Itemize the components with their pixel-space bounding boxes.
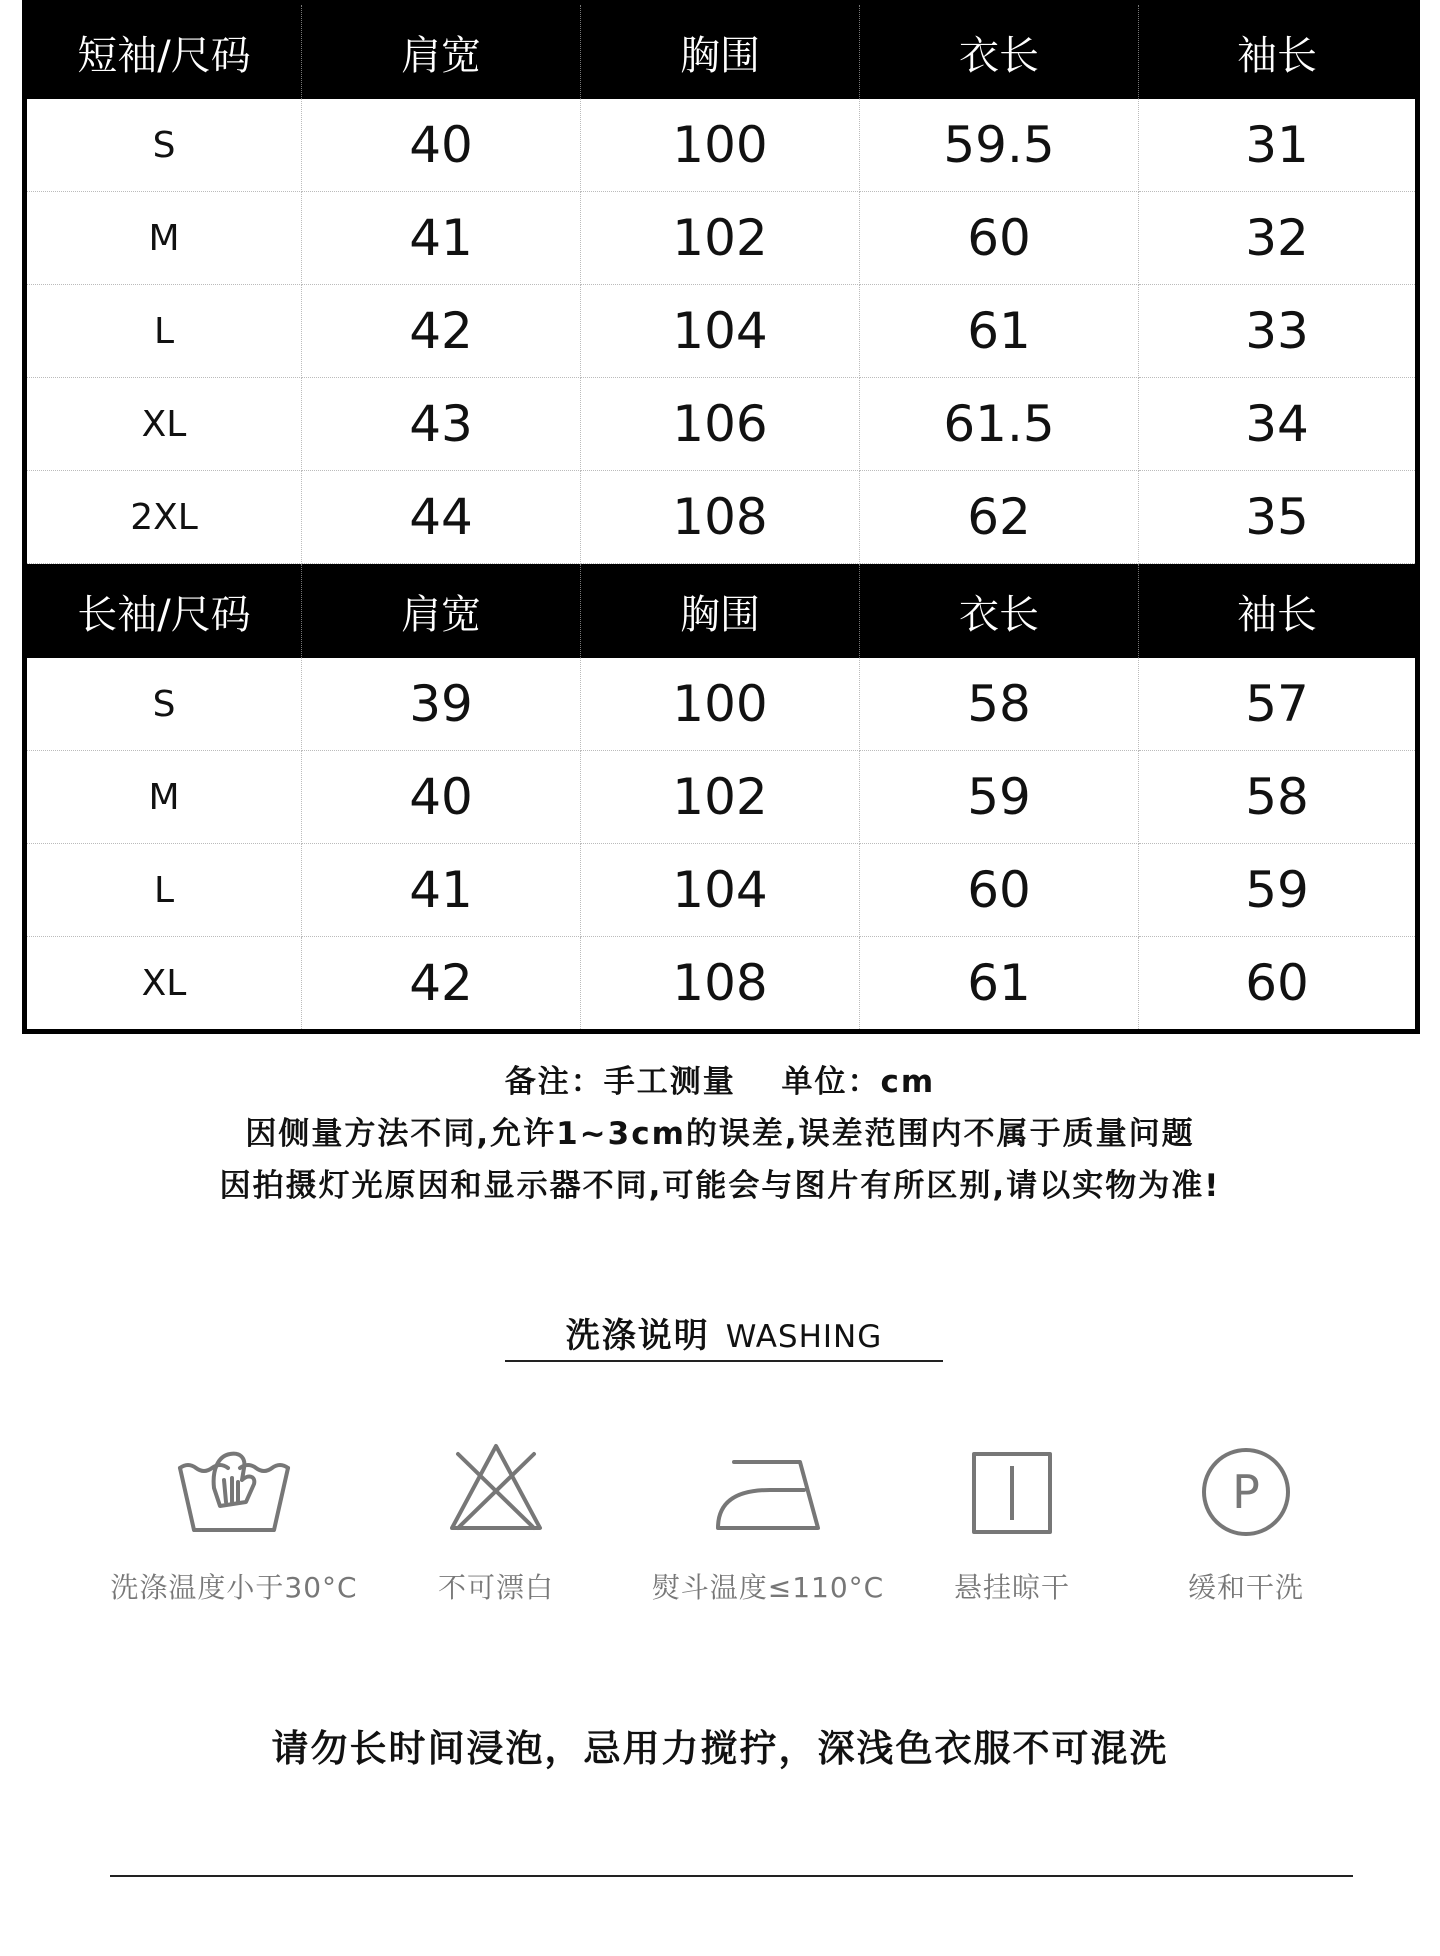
value-cell: 42 — [302, 285, 581, 378]
size-cell: S — [25, 99, 302, 192]
washing-title-zh: 洗涤说明 — [565, 1316, 710, 1356]
table-row — [25, 471, 1418, 564]
value-cell: 104 — [581, 285, 860, 378]
header-cell: 袖长 — [1139, 3, 1418, 100]
notes-line-1: 备注：手工测量 单位：cm — [504, 1064, 936, 1100]
value-cell: 104 — [581, 844, 860, 937]
value-cell: 108 — [581, 471, 860, 564]
care-item-hand-wash — [84, 1440, 384, 1606]
size-cell: XL — [25, 937, 302, 1032]
table-row — [25, 658, 1418, 751]
value-cell: 100 — [581, 99, 860, 192]
svg-text:P: P — [1232, 1465, 1260, 1519]
table-row — [25, 751, 1418, 844]
value-cell: 40 — [302, 99, 581, 192]
washing-title — [505, 1308, 943, 1362]
value-cell: 102 — [581, 192, 860, 285]
value-cell: 60 — [860, 192, 1139, 285]
table-row — [25, 937, 1418, 1032]
value-cell: 60 — [1245, 954, 1309, 1012]
header-cell: 胸围 — [581, 564, 860, 659]
value-cell: 61 — [860, 937, 1139, 1032]
value-cell: 60 — [860, 844, 1139, 937]
size-chart-table — [22, 0, 1420, 1034]
care-label: 缓和干洗 — [1187, 1571, 1304, 1604]
table-row — [25, 378, 1418, 471]
value-cell: 31 — [1139, 99, 1418, 192]
dry-clean-p-icon — [1186, 1440, 1306, 1540]
care-label: 洗涤温度小于30°C — [110, 1571, 358, 1604]
value-cell: 43 — [302, 378, 581, 471]
value-cell: 58 — [860, 658, 1139, 751]
value-cell: 39 — [302, 658, 581, 751]
value-cell: 58 — [1139, 751, 1418, 844]
value-cell: 41 — [302, 844, 581, 937]
size-cell: XL — [25, 378, 302, 471]
value-cell: 57 — [1139, 658, 1418, 751]
value-cell: 59 — [860, 751, 1139, 844]
size-cell: L — [25, 285, 302, 378]
value-cell: 102 — [581, 751, 860, 844]
size-cell: 2XL — [25, 471, 302, 564]
value-cell: 100 — [581, 658, 860, 751]
header-cell: 短袖/尺码 — [25, 3, 302, 100]
hand-wash-icon — [174, 1440, 294, 1540]
value-cell: 59 — [1139, 844, 1418, 937]
value-cell: 32 — [1139, 192, 1418, 285]
care-label: 不可漂白 — [437, 1571, 554, 1604]
value-cell: 108 — [581, 937, 860, 1032]
size-cell: M — [25, 751, 302, 844]
value-cell: 106 — [581, 378, 860, 471]
header-cell: 衣长 — [860, 564, 1139, 659]
table-row — [25, 192, 1418, 285]
hang-dry-icon — [952, 1440, 1072, 1540]
value-cell: 42 — [302, 937, 581, 1032]
table-row — [25, 844, 1418, 937]
size-cell: S — [25, 658, 302, 751]
value-cell: 35 — [1139, 471, 1418, 564]
notes-line-3: 因拍摄灯光原因和显示器不同,可能会与图片有所区别,请以实物为准! — [219, 1168, 1221, 1204]
header-cell: 袖长 — [1139, 564, 1418, 659]
header-cell: 胸围 — [581, 3, 860, 100]
washing-warning: 请勿长时间浸泡，忌用力搅拧，深浅色衣服不可混洗 — [271, 1727, 1169, 1770]
washing-icons — [0, 1440, 1440, 1640]
care-item-dry-clean — [1096, 1440, 1396, 1606]
size-cell: L — [25, 844, 302, 937]
table-row — [25, 99, 1418, 192]
header-cell: 衣长 — [860, 3, 1139, 100]
value-cell: 41 — [302, 192, 581, 285]
care-label: 熨斗温度≤110°C — [651, 1571, 885, 1604]
care-item-no-bleach — [346, 1440, 646, 1606]
washing-title-en: WASHING — [725, 1319, 883, 1355]
measurement-notes — [0, 1056, 1440, 1212]
short-sleeve-header-row — [25, 3, 1418, 100]
value-cell: 61.5 — [860, 378, 1139, 471]
table-row — [25, 285, 1418, 378]
value-cell: 34 — [1139, 378, 1418, 471]
header-cell: 长袖/尺码 — [25, 564, 302, 659]
care-label: 悬挂晾干 — [953, 1571, 1070, 1604]
bottom-divider — [110, 1875, 1353, 1877]
value-cell: 40 — [302, 751, 581, 844]
iron-icon — [708, 1440, 828, 1540]
value-cell: 62 — [860, 471, 1139, 564]
notes-line-2: 因侧量方法不同,允许1~3cm的误差,误差范围内不属于质量问题 — [245, 1116, 1195, 1152]
size-cell: M — [25, 192, 302, 285]
header-cell: 肩宽 — [302, 564, 581, 659]
header-cell: 肩宽 — [302, 3, 581, 100]
long-sleeve-header-row — [25, 564, 1418, 659]
no-bleach-icon — [436, 1440, 556, 1540]
value-cell: 59.5 — [860, 99, 1139, 192]
value-cell: 33 — [1139, 285, 1418, 378]
value-cell: 61 — [860, 285, 1139, 378]
value-cell: 44 — [302, 471, 581, 564]
